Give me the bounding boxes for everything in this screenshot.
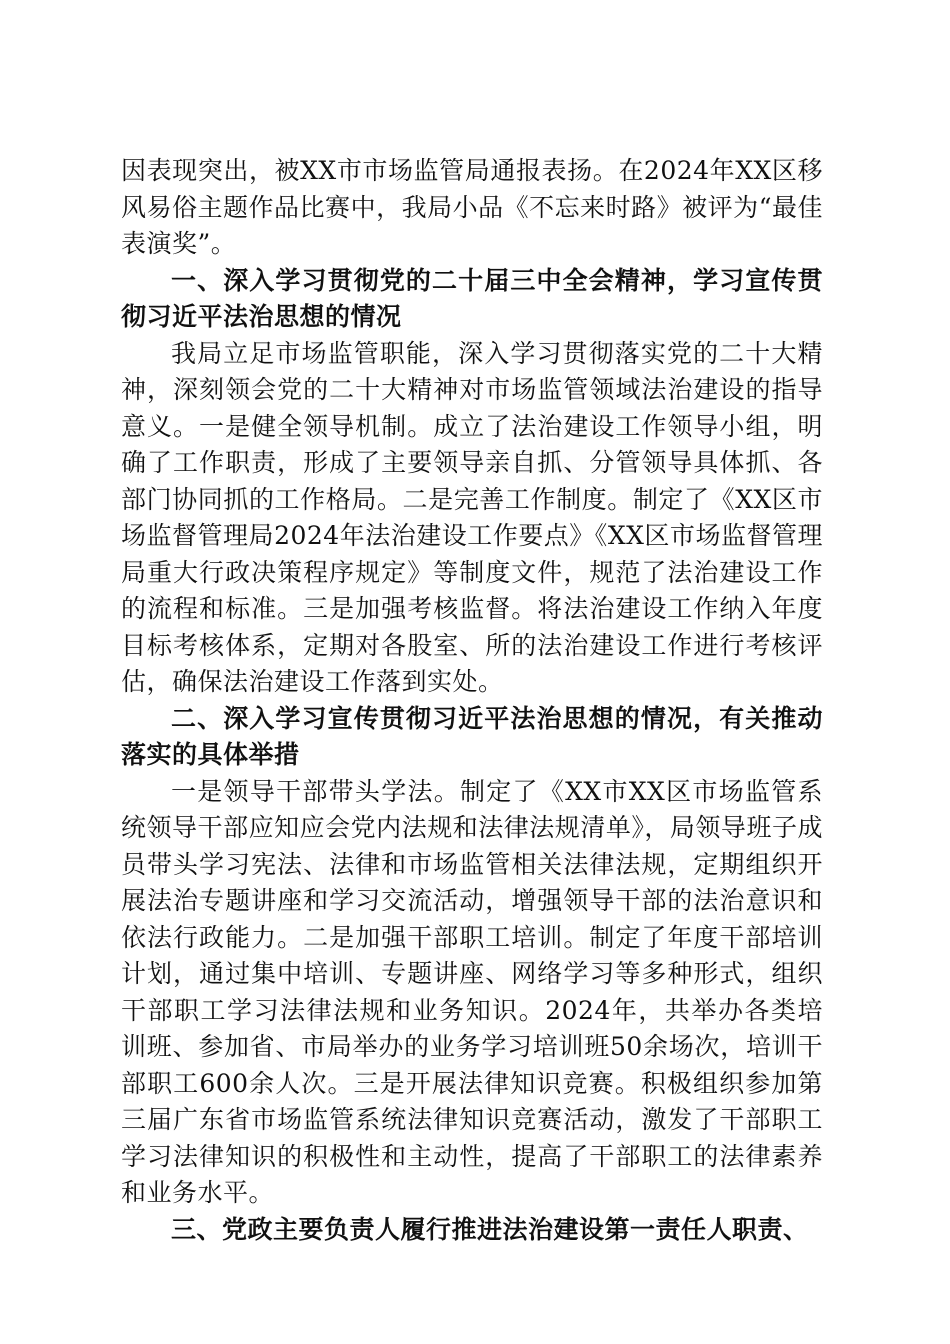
document-page bbox=[121, 153, 823, 1248]
section-heading-2: 二、深入学习宣传贯彻习近平法治思想的情况，有关推动落实的具体举措 bbox=[121, 703, 823, 769]
continuation-paragraph: 因表现突出，被XX市市场监管局通报表扬。在2024年XX区移风易俗主题作品比赛中，我局小品《不忘来时路》被评为“最佳表演奖”。 bbox=[121, 156, 823, 258]
section-1-paragraph: 我局立足市场监管职能，深入学习贯彻落实党的二十大精神，深刻领会党的二十大精神对市场监管领域法治建设的指导意义。一是健全领导机制。成立了法治建设工作领导小组，明确了工作职责，形成了主要领导亲自抓、分管领导具体抓、各部门协同抓的工作格局。二是完善工作制度。制定了《XX区市场监督管理局2024年法治建设工作要点》《XX区市场监督管理局重大行政决策程序规定》等制度文件，规范了法治建设工作的流程和标准。三是加强考核监督。将法治建设工作纳入年度目标考核体系，定期对各股室、所的法治建设工作进行考核评估，确保法治建设工作落到实处。 bbox=[121, 338, 823, 696]
section-heading-1: 一、深入学习贯彻党的二十届三中全会精神，学习宣传贯彻习近平法治思想的情况 bbox=[121, 265, 823, 331]
section-heading-3: 三、党政主要负责人履行推进法治建设第一责任人职责、 bbox=[171, 1214, 809, 1244]
section-2-paragraph: 一是领导干部带头学法。制定了《XX市XX区市场监管系统领导干部应知应会党内法规和法律法规清单》，局领导班子成员带头学习宪法、法律和市场监管相关法律法规，定期组织开展法治专题讲座和学习交流活动，增强领导干部的法治意识和依法行政能力。二是加强干部职工培训。制定了年度干部培训计划，通过集中培训、专题讲座、网络学习等多种形式，组织干部职工学习法律法规和业务知识。2024年，共举办各类培训班、参加省、市局举办的业务学习培训班50余场次，培训干部职工600余人次。三是开展法律知识竞赛。积极组织参加第三届广东省市场监管系统法律知识竞赛活动，激发了干部职工学习法律知识的积极性和主动性，提高了干部职工的法律素养和业务水平。 bbox=[121, 776, 823, 1207]
